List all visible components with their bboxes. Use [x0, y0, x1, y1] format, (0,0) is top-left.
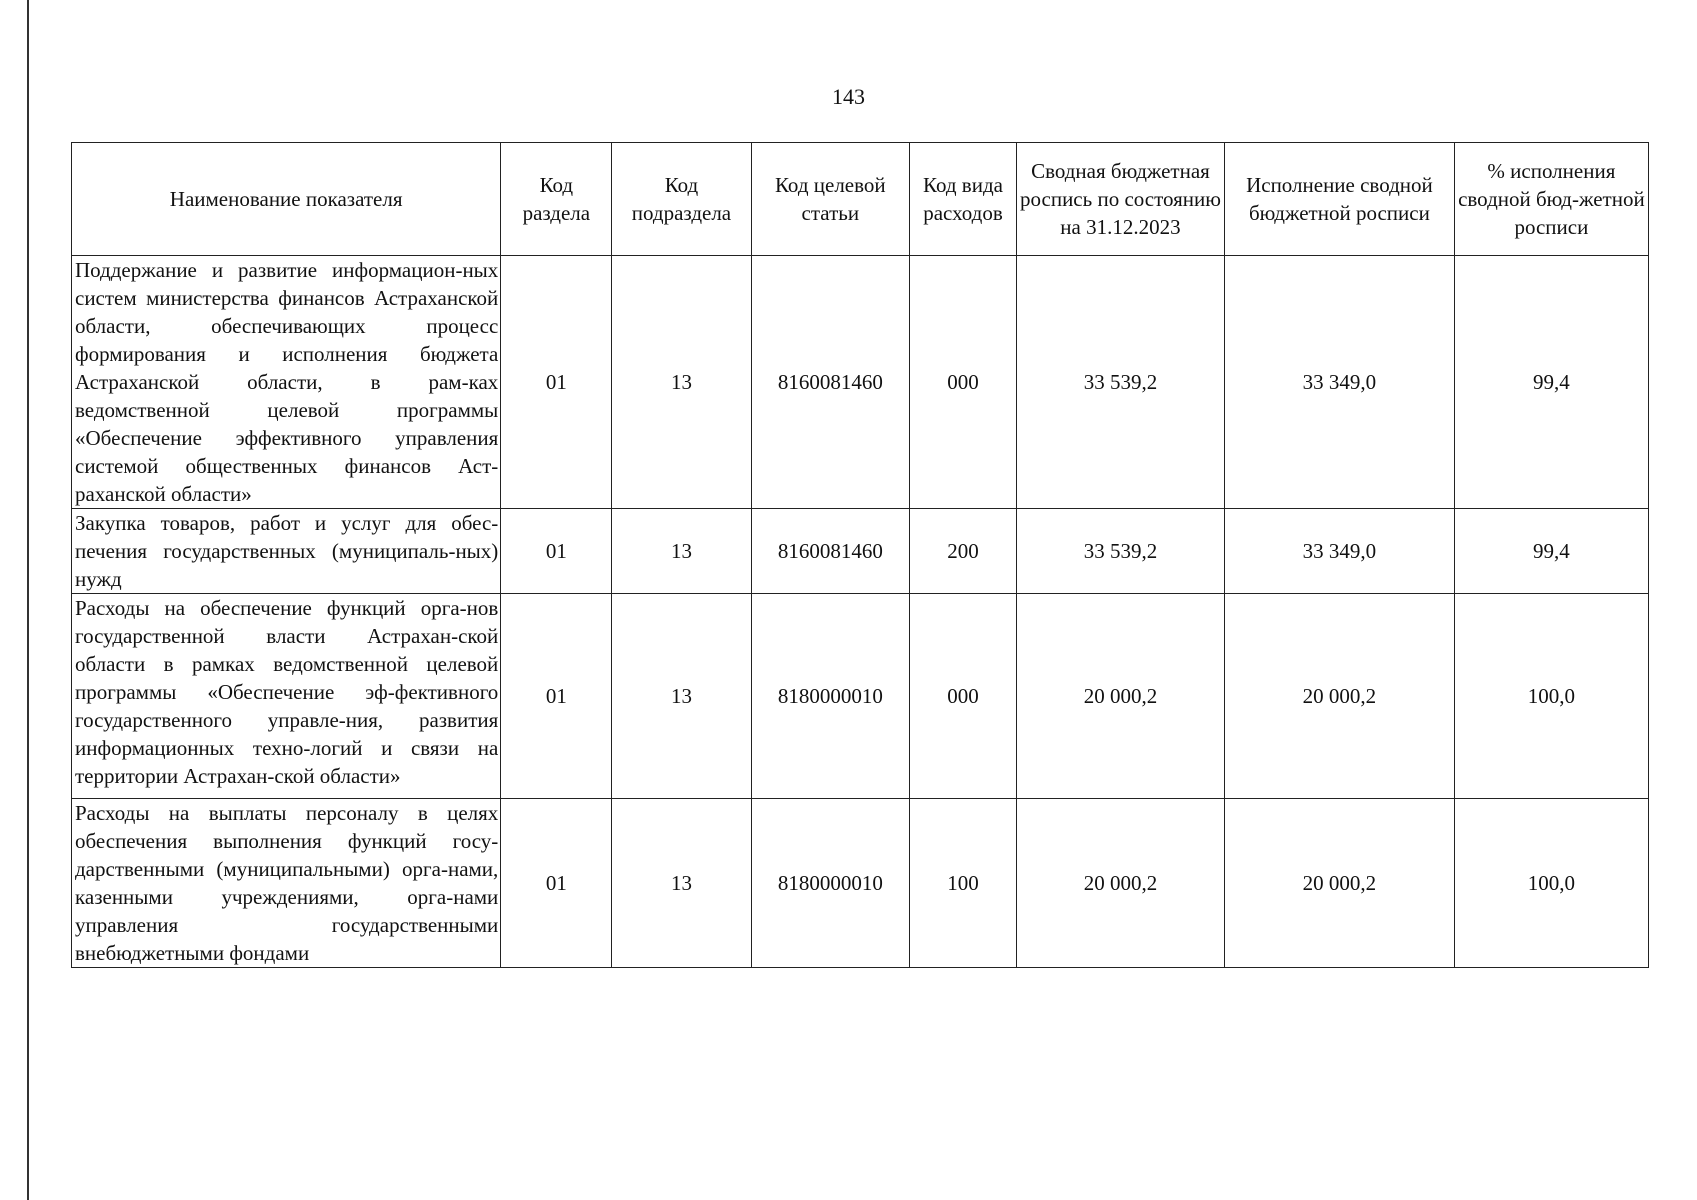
row-budget-execution: 33 349,0 — [1225, 256, 1455, 509]
header-subsection-code: Код подраздела — [612, 143, 751, 256]
row-section-code: 01 — [501, 594, 612, 799]
row-subsection-code: 13 — [612, 509, 751, 594]
row-section-code: 01 — [501, 256, 612, 509]
header-execution-percent: % исполнения сводной бюд-жетной росписи — [1454, 143, 1648, 256]
row-budget-execution: 33 349,0 — [1225, 509, 1455, 594]
row-target-code: 8160081460 — [751, 509, 910, 594]
header-budget-execution: Исполнение сводной бюджетной росписи — [1225, 143, 1455, 256]
row-budget-plan: 33 539,2 — [1016, 256, 1224, 509]
row-budget-execution: 20 000,2 — [1225, 594, 1455, 799]
row-budget-plan: 20 000,2 — [1016, 594, 1224, 799]
row-section-code: 01 — [501, 509, 612, 594]
row-execution-percent: 100,0 — [1454, 594, 1648, 799]
row-subsection-code: 13 — [612, 256, 751, 509]
row-budget-plan: 33 539,2 — [1016, 509, 1224, 594]
header-indicator-name: Наименование показателя — [72, 143, 501, 256]
row-execution-percent: 99,4 — [1454, 509, 1648, 594]
page-number: 143 — [832, 84, 865, 109]
header-expense-type-code: Код вида расходов — [910, 143, 1017, 256]
row-target-code: 8180000010 — [751, 594, 910, 799]
row-indicator-name: Поддержание и развитие информацион-ных систем министерства финансов Астраханской области, обеспечивающих процесс формирования и исполнения бюджета Астраханской области, в рам-ках ведомственной целевой программы «Обеспечение эффективного управления системой общественных финансов Аст-раханской области» — [72, 256, 501, 509]
row-target-code: 8160081460 — [751, 256, 910, 509]
header-budget-plan: Сводная бюджетная роспись по состоянию на 31.12.2023 — [1016, 143, 1224, 256]
row-indicator-name: Расходы на выплаты персоналу в целях обеспечения выполнения функций госу-дарственными (муниципальными) орга-нами, казенными учреждениями, орга-нами управления государственными внебюджетными фондами — [72, 799, 501, 968]
row-budget-execution: 20 000,2 — [1225, 799, 1455, 968]
table-row — [72, 256, 1649, 509]
row-expense-type-code: 100 — [910, 799, 1017, 968]
row-expense-type-code: 000 — [910, 594, 1017, 799]
row-expense-type-code: 000 — [910, 256, 1017, 509]
table-row — [72, 799, 1649, 968]
row-execution-percent: 99,4 — [1454, 256, 1648, 509]
header-section-code: Код раздела — [501, 143, 612, 256]
table-row — [72, 594, 1649, 799]
row-expense-type-code: 200 — [910, 509, 1017, 594]
table-header-row — [72, 143, 1649, 256]
row-execution-percent: 100,0 — [1454, 799, 1648, 968]
row-target-code: 8180000010 — [751, 799, 910, 968]
row-budget-plan: 20 000,2 — [1016, 799, 1224, 968]
row-section-code: 01 — [501, 799, 612, 968]
row-indicator-name: Расходы на обеспечение функций орга-нов государственной власти Астрахан-ской области в рамках ведомственной целевой программы «Обеспечение эф-фективного государственного управле-ния, развития информационных техно-логий и связи на территории Астрахан-ской области» — [72, 594, 501, 799]
row-indicator-name: Закупка товаров, работ и услуг для обес-печения государственных (муниципаль-ных) нужд — [72, 509, 501, 594]
header-target-code: Код целевой статьи — [751, 143, 910, 256]
budget-execution-table — [71, 142, 1649, 968]
page-binding-line — [27, 0, 29, 1200]
table-row — [72, 509, 1649, 594]
row-subsection-code: 13 — [612, 799, 751, 968]
row-subsection-code: 13 — [612, 594, 751, 799]
